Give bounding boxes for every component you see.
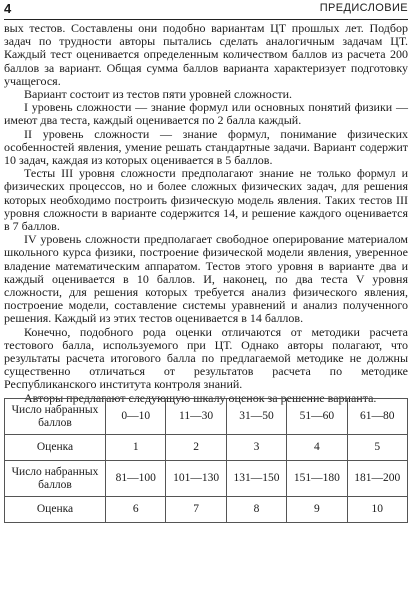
table-row	[5, 435, 408, 461]
paragraph-scale-intro: Авторы предлагают следующую шкалу оценок за решение варианта.	[24, 390, 377, 405]
grade-cell: 6	[106, 497, 166, 523]
range-cell: 31—50	[226, 399, 286, 435]
range-cell: 51—60	[287, 399, 347, 435]
range-cell: 0—10	[106, 399, 166, 435]
table-row	[5, 497, 408, 523]
range-cell: 101—130	[166, 461, 226, 497]
range-cell: 181—200	[347, 461, 407, 497]
page-number: 4	[4, 1, 12, 16]
paragraph-level-1: I уровень сложности — знание формул или основных понятий физики — имеют два теста, каждый оценивается по 2 балла каждый.	[4, 100, 408, 128]
paragraph-level-4-5: IV уровень сложности предполагает свободное оперирование материалом школьного курса физики, построение физической модели явления, уверенное владение математическим аппаратом. Тестов этого уровня в варианте два и каждый оценивается в 10 баллов. И, наконец, по два теста V уровня сложности, для решения которых требуется анализ физического явления, построение модели, составление системы уравнений и анализ полученного решения. Каждый из этих тестов оценивается в 14 баллов.	[4, 232, 408, 326]
paragraph-structure: Вариант состоит из тестов пяти уровней сложности.	[24, 87, 293, 102]
range-cell: 61—80	[347, 399, 407, 435]
grade-label-cell: Оценка	[5, 435, 106, 461]
grade-cell: 5	[347, 435, 407, 461]
grade-cell: 9	[287, 497, 347, 523]
body-text	[4, 22, 408, 405]
grade-cell: 7	[166, 497, 226, 523]
paragraph-level-2: II уровень сложности — знание формул, понимание физических особенностей явления, умение решать стандартные задачи. Вариант содержит 10 задач, каждая из которых оценивается в 5 баллов.	[4, 126, 408, 168]
grade-cell: 2	[166, 435, 226, 461]
grade-cell: 4	[287, 435, 347, 461]
range-label-cell: Число набранных баллов	[5, 461, 106, 497]
range-label-cell: Число набранных баллов	[5, 399, 106, 435]
grade-cell: 10	[347, 497, 407, 523]
range-cell: 131—150	[226, 461, 286, 497]
paragraph-level-3: Тесты III уровня сложности предполагают знание не только формул и физических процессов, но и более сложных физических задач, для решения которых необходимо построить физическую модель явления. Таких тестов III уровня сложности в варианте содержится 14, и решение каждого оценивается в 7 баллов.	[4, 166, 408, 234]
paragraph-continuation: вых тестов. Составлены они подобно вариантам ЦТ прошлых лет. Подбор задач по трудности авторы пытались сделать аналогичным задачам ЦТ. Каждый тест оценивается определенным количеством баллов из расчета 200 баллов за вариант. Общая сумма баллов варианта характеризует подготовку учащегося.	[4, 21, 408, 88]
range-cell: 11—30	[166, 399, 226, 435]
grade-cell: 1	[106, 435, 166, 461]
grade-cell: 3	[226, 435, 286, 461]
table-row	[5, 399, 408, 435]
grading-scale-table	[4, 398, 408, 523]
running-head: ПРЕДИСЛОВИЕ	[319, 2, 408, 14]
range-cell: 81—100	[106, 461, 166, 497]
paragraph-methodology: Конечно, подобного рода оценки отличаются от методики расчета тестового балла, используемого при ЦТ. Однако авторы полагают, что результаты расчета итогового балла по предлагаемой методике не должны существенно отличаться от результатов расчета по методике Республиканского института контроля знаний.	[4, 324, 408, 392]
range-cell: 151—180	[287, 461, 347, 497]
page-header	[4, 0, 408, 20]
grade-cell: 8	[226, 497, 286, 523]
grade-label-cell: Оценка	[5, 497, 106, 523]
table-row	[5, 461, 408, 497]
